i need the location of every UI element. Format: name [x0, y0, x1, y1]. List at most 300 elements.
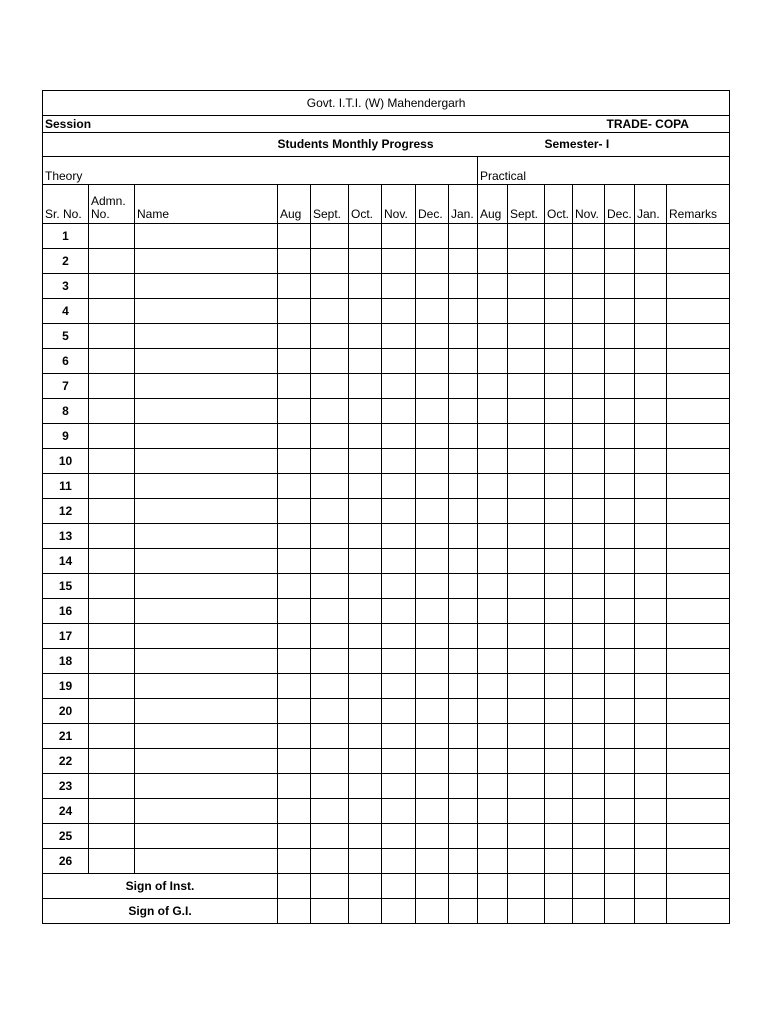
sign-cell[interactable]	[349, 899, 382, 924]
theory-jan-cell[interactable]	[449, 474, 478, 499]
remarks-cell[interactable]	[667, 499, 730, 524]
sign-cell[interactable]	[605, 874, 635, 899]
theory-oct-cell[interactable]	[349, 849, 382, 874]
practical-oct-cell[interactable]	[545, 624, 573, 649]
practical-sept-cell[interactable]	[508, 349, 545, 374]
practical-aug-cell[interactable]	[478, 824, 508, 849]
admn-no-cell[interactable]	[89, 849, 135, 874]
remarks-cell[interactable]	[667, 474, 730, 499]
practical-aug-cell[interactable]	[478, 249, 508, 274]
theory-nov-cell[interactable]	[382, 249, 416, 274]
theory-nov-cell[interactable]	[382, 299, 416, 324]
practical-oct-cell[interactable]	[545, 499, 573, 524]
theory-dec-cell[interactable]	[416, 399, 449, 424]
practical-dec-cell[interactable]	[605, 349, 635, 374]
theory-jan-cell[interactable]	[449, 224, 478, 249]
practical-dec-cell[interactable]	[605, 699, 635, 724]
theory-dec-cell[interactable]	[416, 374, 449, 399]
practical-jan-cell[interactable]	[635, 249, 667, 274]
practical-oct-cell[interactable]	[545, 849, 573, 874]
name-cell[interactable]	[135, 574, 278, 599]
theory-sept-cell[interactable]	[311, 474, 349, 499]
name-cell[interactable]	[135, 549, 278, 574]
practical-jan-cell[interactable]	[635, 474, 667, 499]
practical-aug-cell[interactable]	[478, 324, 508, 349]
theory-dec-cell[interactable]	[416, 224, 449, 249]
theory-oct-cell[interactable]	[349, 224, 382, 249]
theory-aug-cell[interactable]	[278, 524, 311, 549]
practical-aug-cell[interactable]	[478, 274, 508, 299]
theory-sept-cell[interactable]	[311, 374, 349, 399]
practical-aug-cell[interactable]	[478, 599, 508, 624]
sign-cell[interactable]	[278, 874, 311, 899]
practical-jan-cell[interactable]	[635, 224, 667, 249]
practical-jan-cell[interactable]	[635, 424, 667, 449]
theory-sept-cell[interactable]	[311, 799, 349, 824]
remarks-cell[interactable]	[667, 374, 730, 399]
practical-sept-cell[interactable]	[508, 824, 545, 849]
theory-aug-cell[interactable]	[278, 724, 311, 749]
theory-sept-cell[interactable]	[311, 599, 349, 624]
practical-aug-cell[interactable]	[478, 449, 508, 474]
theory-nov-cell[interactable]	[382, 399, 416, 424]
practical-dec-cell[interactable]	[605, 474, 635, 499]
practical-oct-cell[interactable]	[545, 449, 573, 474]
practical-nov-cell[interactable]	[573, 424, 605, 449]
theory-oct-cell[interactable]	[349, 524, 382, 549]
practical-dec-cell[interactable]	[605, 799, 635, 824]
theory-aug-cell[interactable]	[278, 799, 311, 824]
theory-dec-cell[interactable]	[416, 249, 449, 274]
theory-oct-cell[interactable]	[349, 499, 382, 524]
practical-jan-cell[interactable]	[635, 449, 667, 474]
sign-cell[interactable]	[449, 874, 478, 899]
sign-cell[interactable]	[382, 899, 416, 924]
remarks-cell[interactable]	[667, 299, 730, 324]
theory-dec-cell[interactable]	[416, 849, 449, 874]
practical-sept-cell[interactable]	[508, 649, 545, 674]
admn-no-cell[interactable]	[89, 374, 135, 399]
theory-oct-cell[interactable]	[349, 774, 382, 799]
admn-no-cell[interactable]	[89, 599, 135, 624]
remarks-cell[interactable]	[667, 249, 730, 274]
practical-sept-cell[interactable]	[508, 424, 545, 449]
theory-sept-cell[interactable]	[311, 324, 349, 349]
practical-dec-cell[interactable]	[605, 574, 635, 599]
practical-jan-cell[interactable]	[635, 624, 667, 649]
sign-cell[interactable]	[311, 874, 349, 899]
theory-jan-cell[interactable]	[449, 699, 478, 724]
practical-nov-cell[interactable]	[573, 474, 605, 499]
practical-sept-cell[interactable]	[508, 699, 545, 724]
admn-no-cell[interactable]	[89, 399, 135, 424]
sign-cell[interactable]	[635, 874, 667, 899]
theory-aug-cell[interactable]	[278, 574, 311, 599]
sign-cell[interactable]	[416, 899, 449, 924]
theory-aug-cell[interactable]	[278, 824, 311, 849]
theory-dec-cell[interactable]	[416, 774, 449, 799]
practical-nov-cell[interactable]	[573, 724, 605, 749]
sign-cell[interactable]	[667, 874, 730, 899]
theory-aug-cell[interactable]	[278, 549, 311, 574]
sign-cell[interactable]	[635, 899, 667, 924]
theory-aug-cell[interactable]	[278, 374, 311, 399]
admn-no-cell[interactable]	[89, 674, 135, 699]
practical-dec-cell[interactable]	[605, 824, 635, 849]
theory-jan-cell[interactable]	[449, 349, 478, 374]
theory-aug-cell[interactable]	[278, 249, 311, 274]
practical-dec-cell[interactable]	[605, 274, 635, 299]
practical-aug-cell[interactable]	[478, 299, 508, 324]
practical-sept-cell[interactable]	[508, 849, 545, 874]
practical-aug-cell[interactable]	[478, 224, 508, 249]
practical-sept-cell[interactable]	[508, 774, 545, 799]
theory-dec-cell[interactable]	[416, 599, 449, 624]
practical-jan-cell[interactable]	[635, 649, 667, 674]
practical-nov-cell[interactable]	[573, 324, 605, 349]
theory-oct-cell[interactable]	[349, 649, 382, 674]
practical-jan-cell[interactable]	[635, 349, 667, 374]
theory-aug-cell[interactable]	[278, 649, 311, 674]
theory-oct-cell[interactable]	[349, 749, 382, 774]
sign-cell[interactable]	[605, 899, 635, 924]
theory-jan-cell[interactable]	[449, 249, 478, 274]
theory-dec-cell[interactable]	[416, 349, 449, 374]
theory-nov-cell[interactable]	[382, 449, 416, 474]
admn-no-cell[interactable]	[89, 699, 135, 724]
practical-nov-cell[interactable]	[573, 549, 605, 574]
practical-nov-cell[interactable]	[573, 349, 605, 374]
practical-nov-cell[interactable]	[573, 599, 605, 624]
theory-dec-cell[interactable]	[416, 674, 449, 699]
remarks-cell[interactable]	[667, 399, 730, 424]
practical-oct-cell[interactable]	[545, 724, 573, 749]
remarks-cell[interactable]	[667, 624, 730, 649]
practical-oct-cell[interactable]	[545, 749, 573, 774]
name-cell[interactable]	[135, 724, 278, 749]
practical-oct-cell[interactable]	[545, 674, 573, 699]
practical-dec-cell[interactable]	[605, 374, 635, 399]
theory-dec-cell[interactable]	[416, 749, 449, 774]
practical-sept-cell[interactable]	[508, 499, 545, 524]
theory-sept-cell[interactable]	[311, 699, 349, 724]
theory-nov-cell[interactable]	[382, 324, 416, 349]
practical-jan-cell[interactable]	[635, 524, 667, 549]
practical-nov-cell[interactable]	[573, 574, 605, 599]
admn-no-cell[interactable]	[89, 299, 135, 324]
practical-jan-cell[interactable]	[635, 574, 667, 599]
practical-jan-cell[interactable]	[635, 849, 667, 874]
practical-sept-cell[interactable]	[508, 524, 545, 549]
practical-oct-cell[interactable]	[545, 599, 573, 624]
theory-dec-cell[interactable]	[416, 649, 449, 674]
theory-nov-cell[interactable]	[382, 749, 416, 774]
theory-nov-cell[interactable]	[382, 674, 416, 699]
practical-sept-cell[interactable]	[508, 249, 545, 274]
practical-sept-cell[interactable]	[508, 474, 545, 499]
remarks-cell[interactable]	[667, 649, 730, 674]
name-cell[interactable]	[135, 299, 278, 324]
practical-nov-cell[interactable]	[573, 499, 605, 524]
practical-aug-cell[interactable]	[478, 574, 508, 599]
theory-aug-cell[interactable]	[278, 324, 311, 349]
theory-sept-cell[interactable]	[311, 674, 349, 699]
practical-oct-cell[interactable]	[545, 324, 573, 349]
theory-oct-cell[interactable]	[349, 374, 382, 399]
name-cell[interactable]	[135, 699, 278, 724]
practical-aug-cell[interactable]	[478, 524, 508, 549]
practical-dec-cell[interactable]	[605, 324, 635, 349]
theory-jan-cell[interactable]	[449, 499, 478, 524]
practical-oct-cell[interactable]	[545, 649, 573, 674]
practical-jan-cell[interactable]	[635, 774, 667, 799]
name-cell[interactable]	[135, 674, 278, 699]
admn-no-cell[interactable]	[89, 749, 135, 774]
practical-nov-cell[interactable]	[573, 674, 605, 699]
sign-cell[interactable]	[545, 899, 573, 924]
practical-dec-cell[interactable]	[605, 724, 635, 749]
theory-sept-cell[interactable]	[311, 824, 349, 849]
theory-nov-cell[interactable]	[382, 774, 416, 799]
theory-nov-cell[interactable]	[382, 274, 416, 299]
theory-aug-cell[interactable]	[278, 349, 311, 374]
practical-sept-cell[interactable]	[508, 549, 545, 574]
practical-sept-cell[interactable]	[508, 324, 545, 349]
remarks-cell[interactable]	[667, 324, 730, 349]
admn-no-cell[interactable]	[89, 624, 135, 649]
practical-sept-cell[interactable]	[508, 274, 545, 299]
theory-sept-cell[interactable]	[311, 249, 349, 274]
practical-jan-cell[interactable]	[635, 549, 667, 574]
practical-aug-cell[interactable]	[478, 499, 508, 524]
remarks-cell[interactable]	[667, 774, 730, 799]
theory-nov-cell[interactable]	[382, 524, 416, 549]
practical-nov-cell[interactable]	[573, 699, 605, 724]
theory-nov-cell[interactable]	[382, 599, 416, 624]
practical-aug-cell[interactable]	[478, 374, 508, 399]
name-cell[interactable]	[135, 224, 278, 249]
practical-sept-cell[interactable]	[508, 449, 545, 474]
practical-sept-cell[interactable]	[508, 624, 545, 649]
practical-nov-cell[interactable]	[573, 799, 605, 824]
theory-jan-cell[interactable]	[449, 599, 478, 624]
theory-dec-cell[interactable]	[416, 274, 449, 299]
practical-aug-cell[interactable]	[478, 749, 508, 774]
name-cell[interactable]	[135, 599, 278, 624]
practical-jan-cell[interactable]	[635, 374, 667, 399]
theory-sept-cell[interactable]	[311, 724, 349, 749]
practical-jan-cell[interactable]	[635, 399, 667, 424]
sign-cell[interactable]	[667, 899, 730, 924]
sign-cell[interactable]	[545, 874, 573, 899]
remarks-cell[interactable]	[667, 274, 730, 299]
name-cell[interactable]	[135, 499, 278, 524]
theory-sept-cell[interactable]	[311, 649, 349, 674]
practical-aug-cell[interactable]	[478, 849, 508, 874]
sign-cell[interactable]	[508, 874, 545, 899]
theory-oct-cell[interactable]	[349, 599, 382, 624]
practical-oct-cell[interactable]	[545, 549, 573, 574]
theory-aug-cell[interactable]	[278, 399, 311, 424]
remarks-cell[interactable]	[667, 524, 730, 549]
theory-jan-cell[interactable]	[449, 574, 478, 599]
theory-oct-cell[interactable]	[349, 299, 382, 324]
theory-jan-cell[interactable]	[449, 299, 478, 324]
admn-no-cell[interactable]	[89, 274, 135, 299]
theory-jan-cell[interactable]	[449, 774, 478, 799]
admn-no-cell[interactable]	[89, 349, 135, 374]
practical-nov-cell[interactable]	[573, 774, 605, 799]
practical-sept-cell[interactable]	[508, 574, 545, 599]
theory-sept-cell[interactable]	[311, 624, 349, 649]
practical-jan-cell[interactable]	[635, 674, 667, 699]
remarks-cell[interactable]	[667, 724, 730, 749]
admn-no-cell[interactable]	[89, 249, 135, 274]
theory-aug-cell[interactable]	[278, 474, 311, 499]
name-cell[interactable]	[135, 824, 278, 849]
theory-dec-cell[interactable]	[416, 299, 449, 324]
theory-aug-cell[interactable]	[278, 499, 311, 524]
theory-dec-cell[interactable]	[416, 474, 449, 499]
theory-dec-cell[interactable]	[416, 724, 449, 749]
admn-no-cell[interactable]	[89, 324, 135, 349]
theory-aug-cell[interactable]	[278, 749, 311, 774]
theory-nov-cell[interactable]	[382, 474, 416, 499]
admn-no-cell[interactable]	[89, 824, 135, 849]
theory-nov-cell[interactable]	[382, 349, 416, 374]
theory-sept-cell[interactable]	[311, 349, 349, 374]
sign-cell[interactable]	[449, 899, 478, 924]
practical-jan-cell[interactable]	[635, 499, 667, 524]
theory-jan-cell[interactable]	[449, 724, 478, 749]
practical-jan-cell[interactable]	[635, 749, 667, 774]
practical-oct-cell[interactable]	[545, 224, 573, 249]
admn-no-cell[interactable]	[89, 224, 135, 249]
practical-oct-cell[interactable]	[545, 574, 573, 599]
sign-cell[interactable]	[508, 899, 545, 924]
practical-aug-cell[interactable]	[478, 674, 508, 699]
remarks-cell[interactable]	[667, 599, 730, 624]
theory-dec-cell[interactable]	[416, 324, 449, 349]
practical-oct-cell[interactable]	[545, 474, 573, 499]
remarks-cell[interactable]	[667, 699, 730, 724]
practical-nov-cell[interactable]	[573, 224, 605, 249]
theory-aug-cell[interactable]	[278, 674, 311, 699]
practical-aug-cell[interactable]	[478, 424, 508, 449]
theory-dec-cell[interactable]	[416, 699, 449, 724]
theory-jan-cell[interactable]	[449, 274, 478, 299]
name-cell[interactable]	[135, 324, 278, 349]
practical-nov-cell[interactable]	[573, 624, 605, 649]
theory-jan-cell[interactable]	[449, 649, 478, 674]
name-cell[interactable]	[135, 649, 278, 674]
practical-jan-cell[interactable]	[635, 699, 667, 724]
practical-dec-cell[interactable]	[605, 499, 635, 524]
theory-jan-cell[interactable]	[449, 449, 478, 474]
theory-aug-cell[interactable]	[278, 224, 311, 249]
practical-oct-cell[interactable]	[545, 299, 573, 324]
practical-jan-cell[interactable]	[635, 824, 667, 849]
theory-oct-cell[interactable]	[349, 399, 382, 424]
theory-aug-cell[interactable]	[278, 424, 311, 449]
practical-jan-cell[interactable]	[635, 299, 667, 324]
practical-sept-cell[interactable]	[508, 724, 545, 749]
theory-jan-cell[interactable]	[449, 674, 478, 699]
practical-dec-cell[interactable]	[605, 549, 635, 574]
remarks-cell[interactable]	[667, 349, 730, 374]
theory-dec-cell[interactable]	[416, 424, 449, 449]
theory-jan-cell[interactable]	[449, 799, 478, 824]
name-cell[interactable]	[135, 474, 278, 499]
practical-dec-cell[interactable]	[605, 249, 635, 274]
practical-dec-cell[interactable]	[605, 399, 635, 424]
practical-aug-cell[interactable]	[478, 349, 508, 374]
practical-aug-cell[interactable]	[478, 649, 508, 674]
theory-nov-cell[interactable]	[382, 799, 416, 824]
theory-dec-cell[interactable]	[416, 624, 449, 649]
theory-jan-cell[interactable]	[449, 849, 478, 874]
theory-sept-cell[interactable]	[311, 524, 349, 549]
practical-sept-cell[interactable]	[508, 799, 545, 824]
practical-jan-cell[interactable]	[635, 324, 667, 349]
theory-dec-cell[interactable]	[416, 799, 449, 824]
sign-cell[interactable]	[573, 874, 605, 899]
practical-dec-cell[interactable]	[605, 674, 635, 699]
theory-oct-cell[interactable]	[349, 674, 382, 699]
theory-sept-cell[interactable]	[311, 424, 349, 449]
name-cell[interactable]	[135, 374, 278, 399]
theory-aug-cell[interactable]	[278, 599, 311, 624]
theory-sept-cell[interactable]	[311, 549, 349, 574]
practical-oct-cell[interactable]	[545, 349, 573, 374]
practical-dec-cell[interactable]	[605, 749, 635, 774]
theory-oct-cell[interactable]	[349, 249, 382, 274]
remarks-cell[interactable]	[667, 424, 730, 449]
remarks-cell[interactable]	[667, 549, 730, 574]
theory-sept-cell[interactable]	[311, 274, 349, 299]
name-cell[interactable]	[135, 774, 278, 799]
theory-sept-cell[interactable]	[311, 574, 349, 599]
practical-nov-cell[interactable]	[573, 824, 605, 849]
practical-jan-cell[interactable]	[635, 599, 667, 624]
theory-jan-cell[interactable]	[449, 374, 478, 399]
theory-dec-cell[interactable]	[416, 549, 449, 574]
theory-oct-cell[interactable]	[349, 699, 382, 724]
theory-nov-cell[interactable]	[382, 724, 416, 749]
sign-cell[interactable]	[349, 874, 382, 899]
practical-sept-cell[interactable]	[508, 299, 545, 324]
name-cell[interactable]	[135, 349, 278, 374]
theory-dec-cell[interactable]	[416, 824, 449, 849]
practical-jan-cell[interactable]	[635, 274, 667, 299]
practical-sept-cell[interactable]	[508, 224, 545, 249]
theory-jan-cell[interactable]	[449, 624, 478, 649]
remarks-cell[interactable]	[667, 799, 730, 824]
theory-dec-cell[interactable]	[416, 524, 449, 549]
theory-aug-cell[interactable]	[278, 449, 311, 474]
admn-no-cell[interactable]	[89, 799, 135, 824]
practical-sept-cell[interactable]	[508, 374, 545, 399]
practical-dec-cell[interactable]	[605, 649, 635, 674]
practical-oct-cell[interactable]	[545, 399, 573, 424]
admn-no-cell[interactable]	[89, 449, 135, 474]
practical-nov-cell[interactable]	[573, 449, 605, 474]
remarks-cell[interactable]	[667, 849, 730, 874]
practical-oct-cell[interactable]	[545, 249, 573, 274]
practical-aug-cell[interactable]	[478, 549, 508, 574]
practical-aug-cell[interactable]	[478, 774, 508, 799]
theory-sept-cell[interactable]	[311, 849, 349, 874]
